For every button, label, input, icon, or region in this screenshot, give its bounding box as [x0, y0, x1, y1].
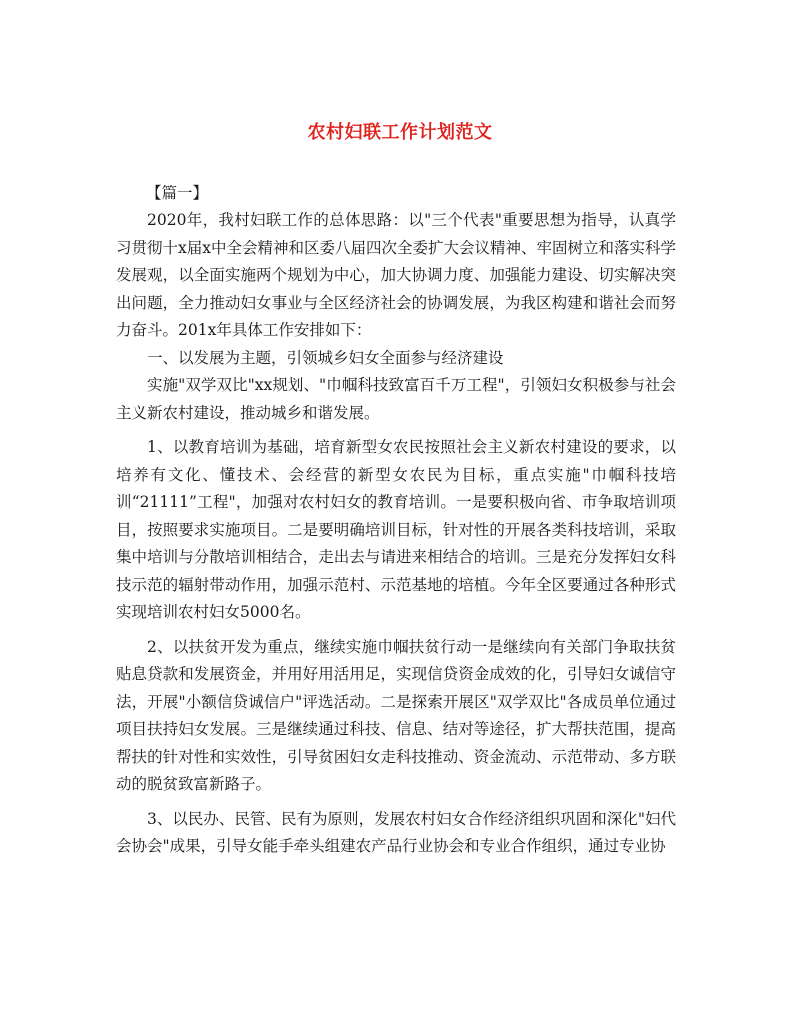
paragraph-intro: 2020年，我村妇联工作的总体思路：以"三个代表"重要思想为指导，认真学习贯彻十x届x中全会精神和区委八届四次全委扩大会议精神、牢固树立和落实科学发展观，以全面实施两个规划为中心，加大协调力度、加强能力建设、切实解决突出问题，全力推动妇女事业与全区经济社会的协调发展，为我区构建和谐社会而努力奋斗。201x年具体工作安排如下： [116, 211, 676, 339]
paragraph-item-1: 1、以教育培训为基础，培育新型女农民按照社会主义新农村建设的要求，以培养有文化、懂技术、会经营的新型女农民为目标，重点实施"巾帼科技培训“21111”工程"，加强对农村妇女的教育培训。一是要积极向省、市争取培训项目，按照要求实施项目。二是要明确培训目标，针对性的开展各类科技培训，采取集中培训与分散培训相结合，走出去与请进来相结合的培训。三是充分发挥妇女科技示范的辐射带动作用，加强示范村、示范基地的培植。今年全区要通过各种形式实现培训农村妇女5000名。 [116, 438, 676, 621]
section-label: 【篇一】 [146, 184, 209, 202]
document-title: 农村妇联工作计划范文 [307, 122, 493, 143]
paragraph-item-2: 2、以扶贫开发为重点，继续实施巾帼扶贫行动一是继续向有关部门争取扶贫贴息贷款和发展资金，并用好用活用足，实现信贷资金成效的化，引导妇女诚信守法，开展"小额信贷诚信户"评选活动。二是探索开展区"双学双比"各成员单位通过项目扶持妇女发展。三是继续通过科技、信息、结对等途径，扩大帮扶范围，提高帮扶的针对性和实效性，引导贫困妇女走科技推动、资金流动、示范带动、多方联动的脱贫致富新路子。 [116, 637, 676, 793]
document-body [116, 207, 676, 861]
paragraph-implementation: 实施"双学双比"xx规划、"巾帼科技致富百千万工程"，引领妇女积极参与社会主义新农村建设，推动城乡和谐发展。 [116, 376, 676, 422]
paragraph-item-3: 3、以民办、民管、民有为原则，发展农村妇女合作经济组织巩固和深化"妇代会协会"成果，引导女能手牵头组建农产品行业协会和专业合作组织，通过专业协 [116, 809, 676, 855]
paragraph-heading-1: 一、以发展为主题，引领城乡妇女全面参与经济建设 [147, 348, 504, 367]
